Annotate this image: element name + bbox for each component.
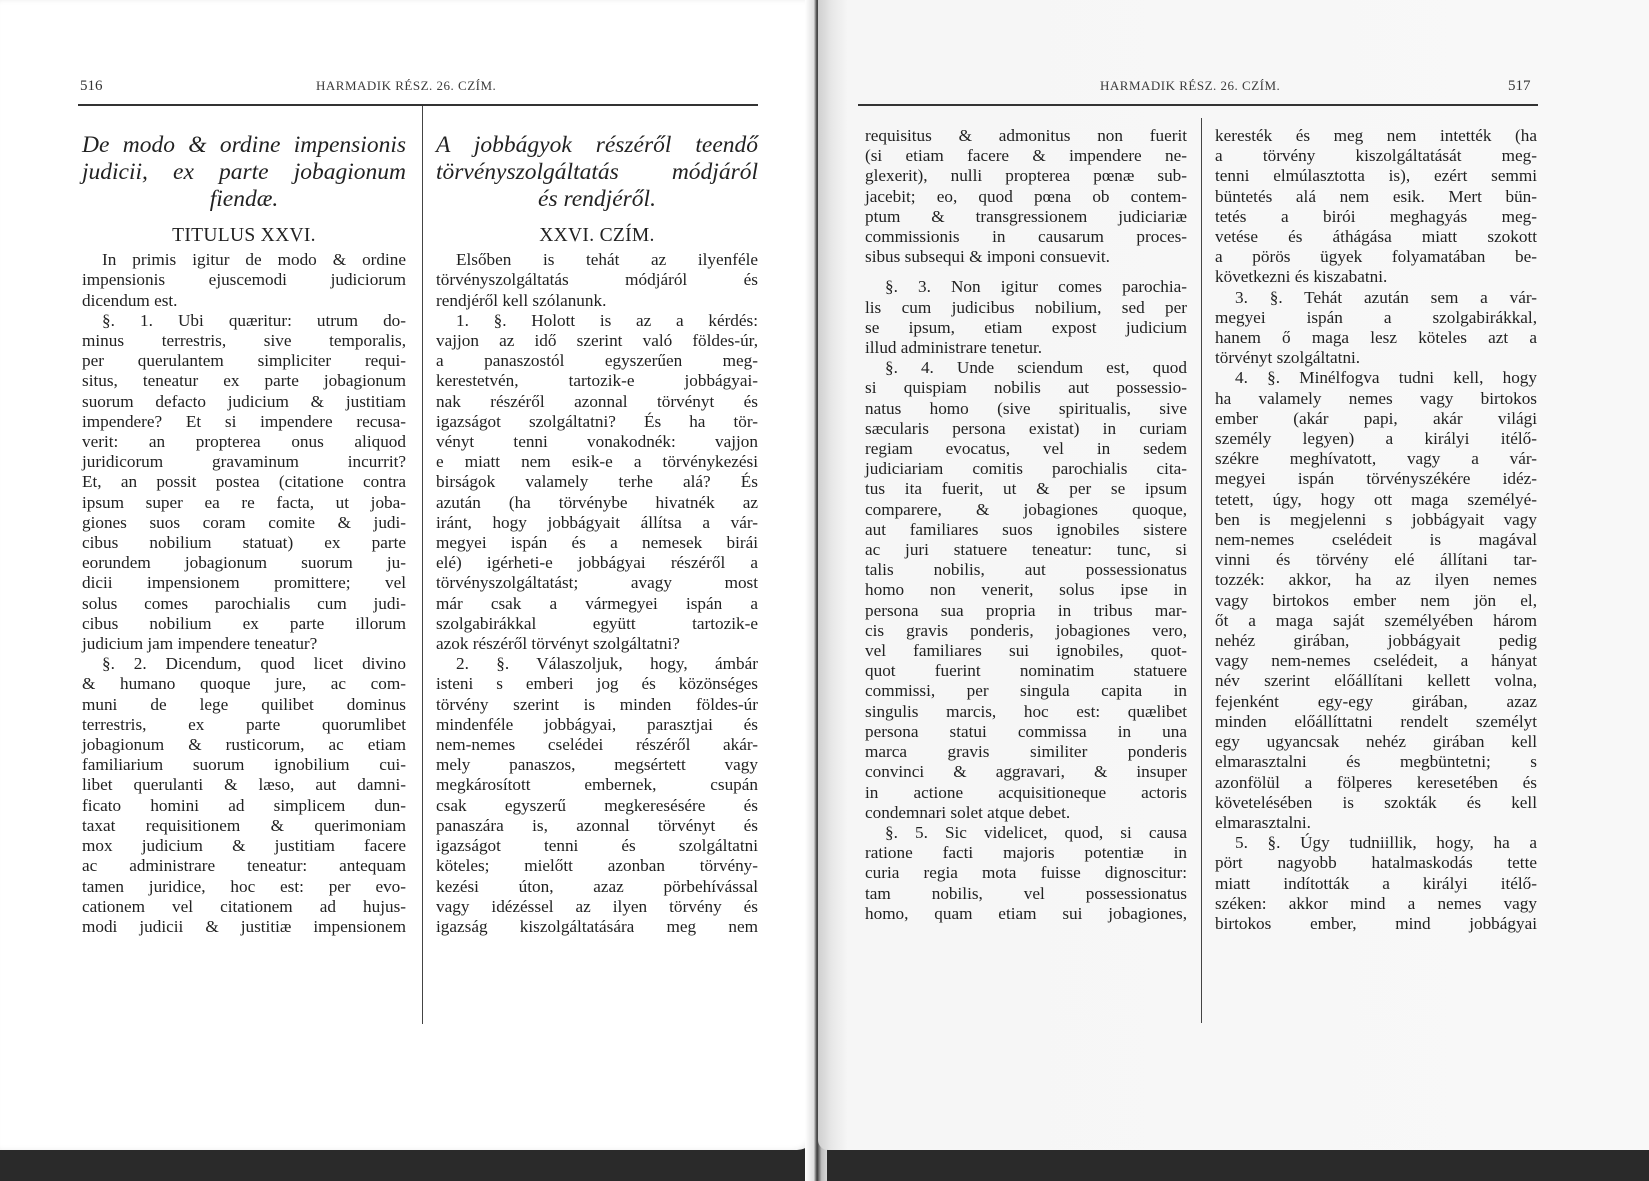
text-line: ac administrare teneatur: antequam: [82, 856, 406, 876]
text-line: sibus subsequi & imponi consuevit.: [865, 247, 1110, 267]
text-line: se ipsum, etiam expost judicium: [865, 317, 1187, 337]
text-line: e miatt nem esik-e a törvénykezési: [436, 452, 758, 472]
text-line: ben is megjelenni s jobbágyait vagy: [1215, 509, 1537, 529]
text-line: commissi, per singula capita in: [865, 681, 1187, 701]
text-line: suorum defacto judicium & justitiam: [82, 391, 406, 411]
text-line: & humano quoque jure, ac com-: [82, 674, 406, 694]
text-line: megyei ispán törvényszékére idéz-: [1215, 469, 1537, 489]
text-line: Et, an possit postea (citatione contra: [82, 472, 406, 492]
right-page: [818, 0, 1649, 1150]
text-line: szolgabirákkal együtt tartozik-e: [436, 613, 758, 633]
text-line: büntetés alá nem esik. Mert bün-: [1215, 186, 1537, 206]
text-line: cationem vel citationem ad hujus-: [82, 896, 406, 916]
text-line: egy ugyancsak nehéz girában kell: [1215, 732, 1537, 752]
text-line: 2. §. Válaszoljuk, hogy, ámbár: [456, 654, 758, 674]
text-line: már csak a vármegyei ispán a: [436, 593, 758, 613]
text-line: megyei ispán a szolgabirákkal,: [1215, 307, 1537, 327]
text-line: verit: an propterea onus aliquod: [82, 432, 406, 452]
latin-column: [865, 126, 1187, 924]
text-line: quot fuerint nominatim statuere: [865, 661, 1187, 681]
text-line: taxat requisitionem & querimoniam: [82, 815, 406, 835]
text-line: solus comes parochialis cum judi-: [82, 593, 406, 613]
text-line: §. 1. Ubi quæritur: utrum do-: [102, 310, 406, 330]
text-line: elé) igérheti-e jobbágyai részéről a: [436, 553, 758, 573]
text-line: marca gravis similiter ponderis: [865, 742, 1187, 762]
text-line: cibus nobilium ex parte illorum: [82, 613, 406, 633]
text-line: nem-nemes cselédei részéről akár-: [436, 735, 758, 755]
text-line: homo, quam etiam sui jobagiones,: [865, 903, 1187, 923]
text-line: cis gravis ponderis, jobagiones vero,: [865, 620, 1187, 640]
text-line: mely panaszos, megsértett vagy: [436, 755, 758, 775]
text-line: széken: akkor mind a nemes vagy: [1215, 893, 1537, 913]
text-line: ratione facti majoris potentiæ in: [865, 843, 1187, 863]
hungarian-body: [436, 250, 758, 937]
text-line: a törvény kiszolgáltatását meg-: [1215, 146, 1537, 166]
text-line: modi judicii & justitiæ impensionem: [82, 916, 406, 936]
text-line: (si etiam facere & impendere ne-: [865, 146, 1187, 166]
text-line: fejenként egy-egy girában, azaz: [1215, 691, 1537, 711]
text-line: ha valamely nemes vagy birtokos: [1215, 388, 1537, 408]
latin-title-line: judicii, ex parte jobagionum: [82, 159, 406, 185]
text-line: dicendum est.: [82, 290, 178, 310]
text-line: impendere? Et si impendere recusa-: [82, 411, 406, 431]
text-line: 4. §. Minélfogva tudni kell, hogy: [1235, 368, 1537, 388]
latin-title-line: De modo & ordine impensionis: [82, 132, 406, 158]
text-line: glexerit), nulli propterea pœnæ sub-: [865, 166, 1187, 186]
text-line: illud administrare tenetur.: [865, 338, 1043, 358]
hungarian-heading: XXVI. CZÍM.: [539, 225, 655, 246]
text-line: vagy nem-nemes cselédeit, a hányat: [1215, 651, 1537, 671]
text-line: dicii impensionem promittere; vel: [82, 573, 406, 593]
text-line: megyei ispán és a nemesek birái: [436, 533, 758, 553]
text-line: panaszára is, azonnal törvényt és: [436, 815, 758, 835]
text-line: impensionis ejuscemodi judiciorum: [82, 270, 406, 290]
text-line: muni de lege quilibet dominus: [82, 694, 406, 714]
latin-body: [82, 250, 406, 937]
text-line: vajjon az idő szerint való földes-úr,: [436, 331, 758, 351]
text-line: tozzék: akkor, ha az ilyen nemes: [1215, 570, 1537, 590]
text-line: comparere, & jobagiones quoque,: [865, 499, 1187, 519]
latin-body: [865, 126, 1187, 924]
latin-column: [82, 132, 406, 937]
left-page: [0, 0, 815, 1150]
text-line: tetés a birói meghagyás meg-: [1215, 206, 1537, 226]
text-line: tamen juridice, hoc est: per evo-: [82, 876, 406, 896]
text-line: törvény szerint is minden földes-úr: [436, 694, 758, 714]
text-line: a pörös ügyek folyamatában be-: [1215, 247, 1537, 267]
text-line: keresték és meg nem intették (ha: [1215, 126, 1537, 145]
text-line: condemnari solet atque debet.: [865, 802, 1071, 822]
text-line: natus homo (sive spiritualis, sive: [865, 398, 1187, 418]
latin-title-line: fiendæ.: [209, 186, 279, 212]
text-line: tenni elmúlasztotta is), ezért semmi: [1215, 166, 1537, 186]
text-line: curia regia mota fuisse dignoscitur:: [865, 863, 1187, 883]
text-line: §. 4. Unde sciendum est, quod: [885, 358, 1187, 378]
text-line: elmarasztalni és megbüntetni; s: [1215, 752, 1537, 772]
text-line: libet querulanti & læso, aut damni-: [82, 775, 406, 795]
text-line: requisitus & admonitus non fuerit: [865, 126, 1187, 145]
text-line: törvényszolgáltatás módjáról és: [436, 270, 758, 290]
text-line: megkárosított embernek, csupán: [436, 775, 758, 795]
text-line: kerestetvén, tartozik-e jobbágyai-: [436, 371, 758, 391]
text-line: persona sua propria in tribus mar-: [865, 600, 1187, 620]
text-line: székre meghívatott, vagy a vár-: [1215, 449, 1537, 469]
text-line: pört nagyobb hatalmaskodás tette: [1215, 853, 1537, 873]
text-line: regiam evocatus, vel in sedem: [865, 439, 1187, 459]
text-line: igazságot szolgáltatni? És ha tör-: [436, 411, 758, 431]
text-line: cibus nobilium statuat) ex parte: [82, 533, 406, 553]
text-line: eorundem jobagionum suorum ju-: [82, 553, 406, 573]
text-line: in actione acquisitioneque actoris: [865, 782, 1187, 802]
text-line: §. 5. Sic videlicet, quod, si causa: [885, 822, 1187, 842]
hungarian-title-line: törvényszolgáltatás módjáról: [436, 159, 758, 185]
hungarian-body: [1215, 126, 1537, 934]
text-line: személy legyen) a királyi itélő-: [1215, 429, 1537, 449]
hungarian-column: [436, 132, 758, 937]
hungarian-title-line: A jobbágyok részéről teendő: [436, 132, 758, 158]
text-line: talis nobilis, aut possessionatus: [865, 560, 1187, 580]
header-rule: [858, 104, 1538, 106]
running-head: HARMADIK RÉSZ. 26. CZÍM.: [1100, 78, 1281, 93]
text-line: miatt indították a királyi itélő-: [1215, 873, 1537, 893]
text-line: csak egyszerű megkeresésére és: [436, 795, 758, 815]
text-line: ac juri statuere teneatur: tunc, si: [865, 540, 1187, 560]
text-line: juridicorum gravaminum incurrit?: [82, 452, 406, 472]
page-number: 516: [80, 78, 103, 94]
text-line: mindenféle jobbágyai, parasztjai és: [436, 714, 758, 734]
text-line: 1. §. Holott is az a kérdés:: [456, 310, 758, 330]
text-line: vagy idézéssel az ilyen törvény és: [436, 896, 758, 916]
text-line: homo non venerit, solus ipse in: [865, 580, 1187, 600]
text-line: elmarasztalni.: [1215, 812, 1311, 832]
text-line: következni és kiszabatni.: [1215, 267, 1388, 287]
text-line: törvényszolgáltatást; avagy most: [436, 573, 758, 593]
text-line: vényt tenni vonakodnék: vajjon: [436, 432, 758, 452]
text-line: birtokos ember, mind jobbágyai: [1215, 913, 1537, 933]
text-line: §. 2. Dicendum, quod licet divino: [102, 654, 406, 674]
text-line: convinci & aggravari, & insuper: [865, 762, 1187, 782]
text-line: familiarium suorum ignobilium cui-: [82, 755, 406, 775]
text-line: mox judicium & justitiam facere: [82, 836, 406, 856]
text-line: §. 3. Non igitur comes parochia-: [885, 277, 1187, 297]
text-line: azok részéről törvényt szolgáltatni?: [436, 634, 680, 654]
text-line: nehéz girában, jobbágyait pedig: [1215, 631, 1537, 651]
text-line: birságok valamely terhe alá? És: [436, 472, 758, 492]
text-line: per querulantem simpliciter requi-: [82, 351, 406, 371]
text-line: azután (ha törvénybe hivatnék az: [436, 492, 758, 512]
text-line: singulis marcis, hoc est: quælibet: [865, 701, 1187, 721]
text-line: giones suos coram comite & judi-: [82, 512, 406, 532]
text-line: iránt, hogy jobbágyait állítsa a vár-: [436, 512, 758, 532]
text-line: persona statui commissa in una: [865, 721, 1187, 741]
text-line: hanem ő maga lesz köteles azt a: [1215, 328, 1537, 348]
text-line: vagy birtokos ember nem jön el,: [1215, 590, 1537, 610]
text-line: kezési úton, azaz pörbehívással: [436, 876, 758, 896]
hungarian-column: [1215, 126, 1537, 934]
text-line: judiciariam comitis parochialis cita-: [865, 459, 1187, 479]
text-line: lis cum judicibus nobilium, sed per: [865, 297, 1187, 317]
column-divider: [1201, 118, 1202, 1023]
text-line: isteni s emberi jog és közönséges: [436, 674, 758, 694]
latin-heading: TITULUS XXVI.: [172, 225, 316, 246]
text-line: rendjéről kell szólanunk.: [436, 290, 607, 310]
text-line: 3. §. Tehát azután sem a vár-: [1235, 287, 1537, 307]
text-line: ptum & transgressionem judiciariæ: [865, 206, 1187, 226]
column-divider: [422, 106, 423, 1024]
text-line: tam nobilis, vel possessionatus: [865, 883, 1187, 903]
text-line: sæcularis persona existat) in curiam: [865, 418, 1187, 438]
text-line: commissionis in causarum proces-: [865, 227, 1187, 247]
text-line: terrestris, ex parte quorumlibet: [82, 714, 406, 734]
text-line: minden előállíttatni rendelt személyt: [1215, 711, 1537, 731]
text-line: törvényt szolgáltatni.: [1215, 348, 1361, 368]
text-line: nak részéről azonnal törvényt és: [436, 391, 758, 411]
text-line: situs, teneatur ex parte jobagionum: [82, 371, 406, 391]
text-line: név szerint előállítani kellett volna,: [1215, 671, 1537, 691]
text-line: jobagionum & rusticorum, ac etiam: [82, 735, 406, 755]
text-line: judicium jam impendere teneatur?: [82, 634, 318, 654]
running-head: HARMADIK RÉSZ. 26. CZÍM.: [316, 78, 497, 93]
text-line: követelésében is szokták és kell: [1215, 792, 1537, 812]
text-line: tetett, úgy, hogy ott maga személyé-: [1215, 489, 1537, 509]
text-line: vinni és törvény elé állítani tar-: [1215, 550, 1537, 570]
hungarian-title-line: és rendjéről.: [538, 186, 656, 212]
text-line: ember (akár papi, akár világi: [1215, 408, 1537, 428]
text-line: jacebit; eo, quod pœna ob contem-: [865, 186, 1187, 206]
text-line: nem-nemes cselédeit is magával: [1215, 530, 1537, 550]
text-line: ficato homini ad simplicem dun-: [82, 795, 406, 815]
text-line: minus terrestris, sive temporalis,: [82, 331, 406, 351]
text-line: azonfölül a fölperes keresetében és: [1215, 772, 1537, 792]
text-line: si quispiam nobilis aut possessio-: [865, 378, 1187, 398]
text-line: 5. §. Úgy tudniillik, hogy, ha a: [1235, 833, 1537, 853]
text-line: a panaszostól egyszerűen meg-: [436, 351, 758, 371]
text-line: őt a maga saját személyében három: [1215, 610, 1537, 630]
text-line: köteles; mielőtt azonban törvény-: [436, 856, 758, 876]
header-rule: [78, 104, 758, 106]
text-line: tus ita fuerit, ut & per se ipsum: [865, 479, 1187, 499]
page-number: 517: [1508, 78, 1531, 94]
text-line: igazságot tenni és szolgáltatni: [436, 836, 758, 856]
text-line: ipsum super ea re facta, ut joba-: [82, 492, 406, 512]
text-line: aut familiares suos ignobiles sistere: [865, 519, 1187, 539]
text-line: vel familiares sui ignobiles, quot-: [865, 641, 1187, 661]
text-line: igazság kiszolgáltatására meg nem: [436, 916, 758, 936]
text-line: In primis igitur de modo & ordine: [102, 250, 406, 270]
text-line: Elsőben is tehát az ilyenféle: [456, 250, 758, 270]
text-line: vetése és áthágása miatt szokott: [1215, 227, 1537, 247]
